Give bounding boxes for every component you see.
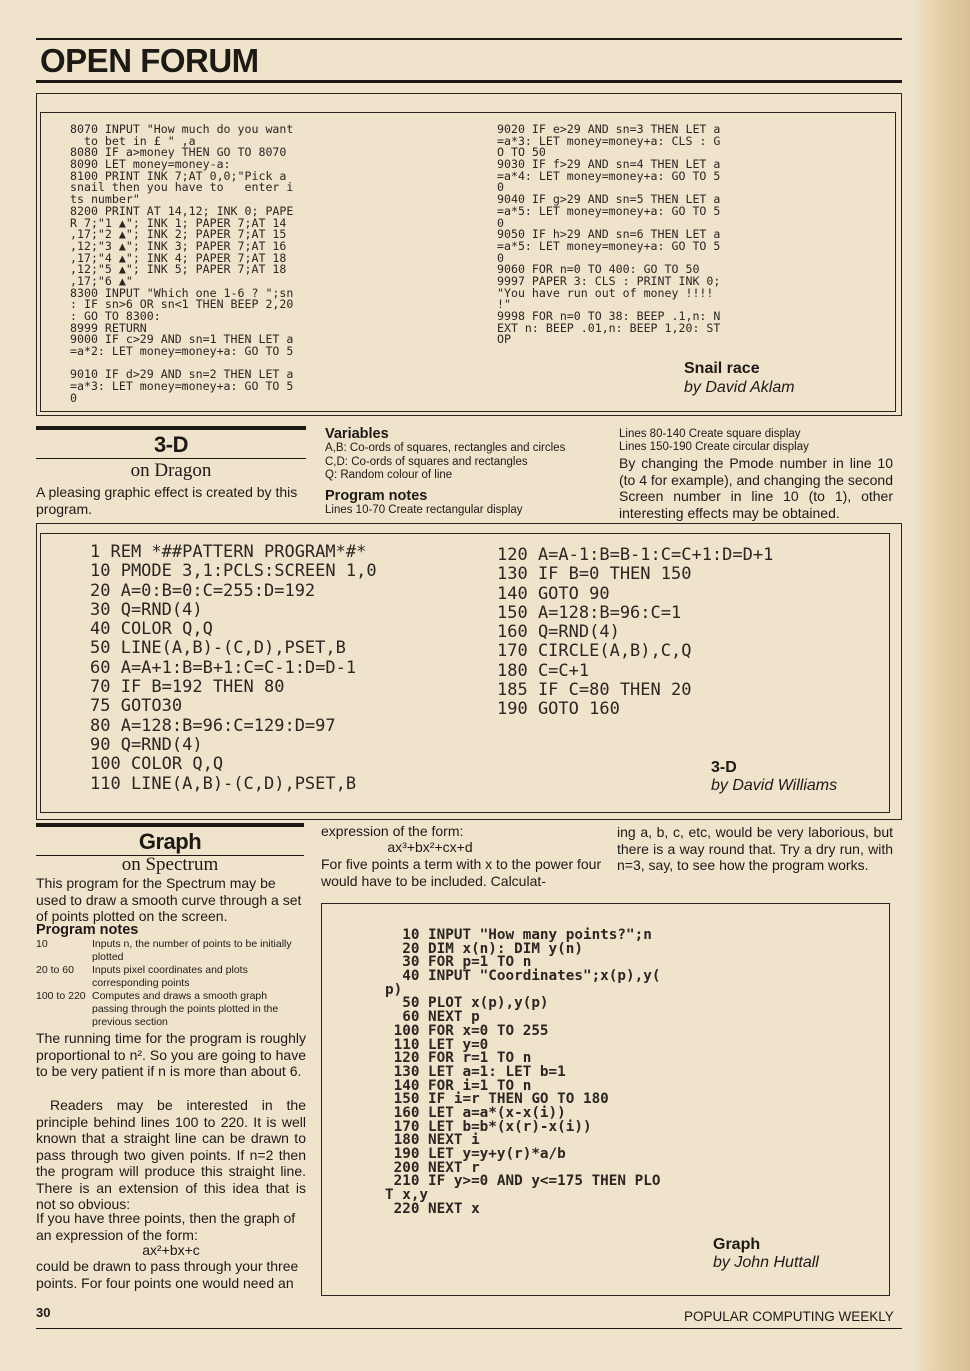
code-line: ,12;"3 ▲"; INK 3; PAPER 7;AT 16 [70, 238, 287, 253]
magazine-name: POPULAR COMPUTING WEEKLY [684, 1309, 894, 1324]
code-line: 40 INPUT "Coordinates";x(p),y( [385, 968, 661, 985]
code-line: 140 GOTO 90 [497, 583, 610, 604]
3d-variables-list [325, 442, 615, 483]
code-line: snail then you have to enter i [70, 180, 294, 195]
code-line: 130 LET a=1: LET b=1 [385, 1063, 566, 1080]
code-line: 120 A=A-1:B=B-1:C=C+1:D=D+1 [497, 545, 774, 565]
top-rule [36, 38, 902, 40]
3d-credit-author: by David Williams [711, 777, 838, 794]
code-line: OP [497, 332, 511, 347]
3d-note-line: Lines 10-70 Create rectangular display [325, 504, 523, 516]
graph-note-row: 20 to 60 Inputs pixel coordinates and plots corresponding points [36, 964, 248, 989]
graph-credit-author: by John Huttall [713, 1254, 819, 1271]
code-line: =a*3: LET money=money+a: GO TO 5 [70, 379, 294, 394]
graph-col3-text: ing a, b, c, etc, would be very laborious, but there is a way round that. Try a dry run, with n=3, say, to see how the program works. [617, 824, 893, 873]
code-line: ,12;"5 ▲"; INK 5; PAPER 7;AT 18 [70, 262, 287, 277]
code-line: 80 A=128:B=96:C=129:D=97 [90, 715, 336, 736]
snail-credit-author: by David Aklam [684, 379, 795, 396]
code-line: 8090 LET money=money-a: [70, 157, 231, 172]
code-line: "You have run out of money !!!! [497, 285, 714, 300]
code-line: 150 IF i=r THEN GO TO 180 [385, 1091, 609, 1108]
graph-intro: This program for the Spectrum may be used to draw a smooth curve through a set of points plotted on the screen. [36, 875, 302, 924]
3d-variables-heading: Variables [325, 426, 389, 442]
graph-credit-title: Graph [713, 1236, 761, 1253]
code-line: 9998 FOR n=0 TO 38: BEEP .1,n: N [497, 309, 721, 323]
graph-formula: ax³+bx²+cx+d [387, 839, 473, 855]
masthead-rule [36, 80, 902, 83]
footer-rule [36, 1328, 902, 1329]
graph-col2-text: For five points a term with x to the power four would have to be included. Calculat- [321, 856, 602, 889]
graph-notes-list [36, 938, 306, 1029]
code-line: 10 INPUT "How many points?";n [385, 927, 652, 943]
code-line: ,17;"2 ▲"; INK 2; PAPER 7;AT 15 [70, 227, 287, 242]
variable-line: Q: Random colour of line [325, 469, 453, 481]
graph-title-rule [36, 823, 304, 827]
code-line: 50 LINE(A,B)-(C,D),PSET,B [90, 638, 346, 659]
code-line: 8300 INPUT "Which one 1-6 ? ";sn [70, 285, 294, 300]
code-line: : IF sn>6 OR sn<1 THEN BEEP 2,20 [70, 297, 294, 312]
code-line: 0 [497, 215, 504, 230]
graph-note-row: 100 to 220 Computes and draws a smooth graph passing through the points plotted in the previous section [36, 990, 279, 1028]
3d-credit-title: 3-D [711, 759, 737, 776]
masthead: OPEN FORUM [40, 42, 259, 79]
code-line: 130 IF B=0 THEN 150 [497, 564, 692, 585]
code-line: 180 NEXT i [385, 1132, 480, 1149]
code-line: 160 LET a=a*(x-x(i)) [385, 1104, 566, 1121]
snail-listing-right [497, 124, 720, 346]
code-line: 9040 IF g>29 AND sn=5 THEN LET a [497, 192, 721, 207]
code-line: 9997 PAPER 3: CLS : PRINT INK 0; [497, 273, 721, 288]
code-line: 150 A=128:B=96:C=1 [497, 602, 682, 623]
code-line: 0 [70, 390, 77, 405]
graph-subtitle: on Spectrum [121, 854, 219, 875]
code-line: =a*2: LET money=money+a: GO TO 5 [70, 344, 294, 359]
code-line: ,17;"6 ▲" [70, 273, 133, 288]
graph-paragraph: could be drawn to pass through your three points. For four points one would need an [36, 1258, 299, 1291]
3d-note-line: Lines 150-190 Create circular display [619, 441, 809, 453]
code-line: 9050 IF h>29 AND sn=6 THEN LET a [497, 227, 721, 242]
code-line: EXT n: BEEP .01,n: BEEP 1,20: ST [497, 320, 721, 335]
code-line: 40 COLOR Q,Q [90, 619, 213, 640]
code-line: 60 NEXT p [385, 1009, 480, 1026]
code-line: 90 Q=RND(4) [90, 734, 203, 755]
code-line: p) [385, 981, 403, 998]
code-line: 160 Q=RND(4) [497, 622, 620, 643]
code-line: 180 C=C+1 [497, 660, 590, 681]
graph-paragraph: The running time for the program is roughly proportional to n². So you are going to have to be very patient if n is more than about 6. [36, 1030, 306, 1079]
code-line: 60 A=A+1:B=B+1:C=C-1:D=D-1 [90, 657, 357, 678]
graph-note-row: 10 Inputs n, the number of points to be initially plotted [36, 938, 292, 963]
graph-paragraph: Readers may be interested in the principle behind lines 100 to 220. It is well known that a straight line can be drawn to pass through two given points. If n=2 then the program will produce this straight line. There is an extension of this idea that is not so obvious: [36, 1097, 306, 1212]
code-line: 10 PMODE 3,1:PCLS:SCREEN 1,0 [90, 561, 377, 582]
code-line: 9020 IF e>29 AND sn=3 THEN LET a [497, 122, 721, 136]
variable-line: C,D: Co-ords of squares and rectangles [325, 455, 528, 468]
code-line: 1 REM *##PATTERN PROGRAM*#* [90, 542, 367, 562]
graph-notes-heading: Program notes [36, 922, 139, 938]
code-line: =a*5: LET money=money+a: GO TO 5 [497, 203, 721, 218]
snail-listing-left [70, 124, 293, 405]
code-line: =a*5: LET money=money+a: GO TO 5 [497, 238, 721, 253]
code-line: 70 IF B=192 THEN 80 [90, 677, 285, 698]
graph-formula: ax²+bx+c [142, 1242, 200, 1258]
3d-title-rule [36, 426, 306, 430]
code-line: ts number" [70, 192, 140, 207]
code-line: 0 [497, 180, 504, 195]
code-line: T x,y [385, 1187, 429, 1204]
code-line: 8070 INPUT "How much do you want [70, 122, 294, 136]
code-line: 110 LINE(A,B)-(C,D),PSET,B [90, 773, 357, 794]
code-line: 20 DIM x(n): DIM y(n) [385, 940, 583, 957]
code-line: 190 LET y=y+y(r)*a/b [385, 1146, 566, 1162]
code-line: 8999 RETURN [70, 320, 147, 335]
snail-credit-title: Snail race [684, 360, 760, 377]
3d-intro: A pleasing graphic effect is created by this program. [36, 484, 298, 517]
code-line: 0 [497, 250, 504, 265]
3d-notes-heading: Program notes [325, 488, 428, 504]
code-line: 8200 PRINT AT 14,12; INK 0; PAPE [70, 203, 294, 218]
3d-title-underline [36, 458, 306, 459]
code-line: 75 GOTO30 [90, 696, 183, 717]
code-line: 170 LET b=b*(x(r)-x(i)) [385, 1118, 592, 1135]
code-line: 110 LET y=0 [385, 1036, 489, 1053]
code-line: 8100 PRINT INK 7;AT 0,0;"Pick a [70, 168, 287, 183]
graph-title: Graph [138, 829, 202, 854]
code-line: !" [497, 297, 511, 312]
code-line: 9010 IF d>29 AND sn=2 THEN LET a [70, 367, 294, 382]
3d-note-line: Lines 80-140 Create square display [619, 428, 801, 440]
code-line: 30 FOR p=1 TO n [385, 954, 532, 971]
3d-body: By changing the Pmode number in line 10 (to 4 for example), and changing the second Screen number in line 10 (to 1), other interesting effects may be obtained. [619, 455, 893, 521]
3d-listing-right [497, 546, 773, 720]
code-line: ,17;"4 ▲"; INK 4; PAPER 7;AT 18 [70, 250, 287, 265]
code-line: 220 NEXT x [385, 1200, 480, 1217]
code-line: 185 IF C=80 THEN 20 [497, 680, 692, 701]
graph-paragraph: If you have three points, then the graph of an expression of the form: [36, 1210, 296, 1243]
code-line: 120 FOR r=1 TO n [385, 1050, 532, 1067]
code-line: 200 NEXT r [385, 1159, 480, 1176]
code-line: 100 COLOR Q,Q [90, 754, 224, 775]
code-line: 170 CIRCLE(A,B),C,Q [497, 641, 692, 662]
code-line: 20 A=0:B=0:C=255:D=192 [90, 580, 316, 601]
code-line: 9060 FOR n=0 TO 400: GO TO 50 [497, 262, 700, 277]
page-spine-shadow [912, 0, 970, 1371]
code-line: 190 GOTO 160 [497, 699, 620, 720]
code-line: : GO TO 8300: [70, 309, 161, 323]
code-line: 100 FOR x=0 TO 255 [385, 1022, 549, 1039]
code-line: =a*3: LET money=money+a: CLS : G [497, 133, 721, 148]
code-line: 8080 IF a>money THEN GO TO 8070 [70, 145, 287, 160]
code-line: 210 IF y>=0 AND y<=175 THEN PLO [385, 1173, 661, 1190]
code-line: to bet in £ " ,a [70, 133, 196, 148]
code-line: 50 PLOT x(p),y(p) [385, 995, 549, 1012]
variable-line: A,B: Co-ords of squares, rectangles and circles [325, 442, 566, 454]
code-line: 9000 IF c>29 AND sn=1 THEN LET a [70, 332, 294, 347]
code-line: 30 Q=RND(4) [90, 599, 203, 620]
code-line: =a*4: LET money=money+a: GO TO 5 [497, 168, 721, 183]
3d-title: 3-D [154, 432, 188, 457]
code-line: 140 FOR i=1 TO n [385, 1077, 532, 1094]
code-line: O TO 50 [497, 145, 546, 160]
3d-listing-left [90, 543, 377, 794]
graph-col2-text: expression of the form: [321, 823, 464, 839]
page-number: 30 [36, 1305, 51, 1320]
code-line: 9030 IF f>29 AND sn=4 THEN LET a [497, 157, 721, 172]
code-line: R 7;"1 ▲"; INK 1; PAPER 7;AT 14 [70, 215, 287, 230]
graph-listing [385, 929, 660, 1216]
3d-subtitle: on Dragon [130, 460, 212, 481]
